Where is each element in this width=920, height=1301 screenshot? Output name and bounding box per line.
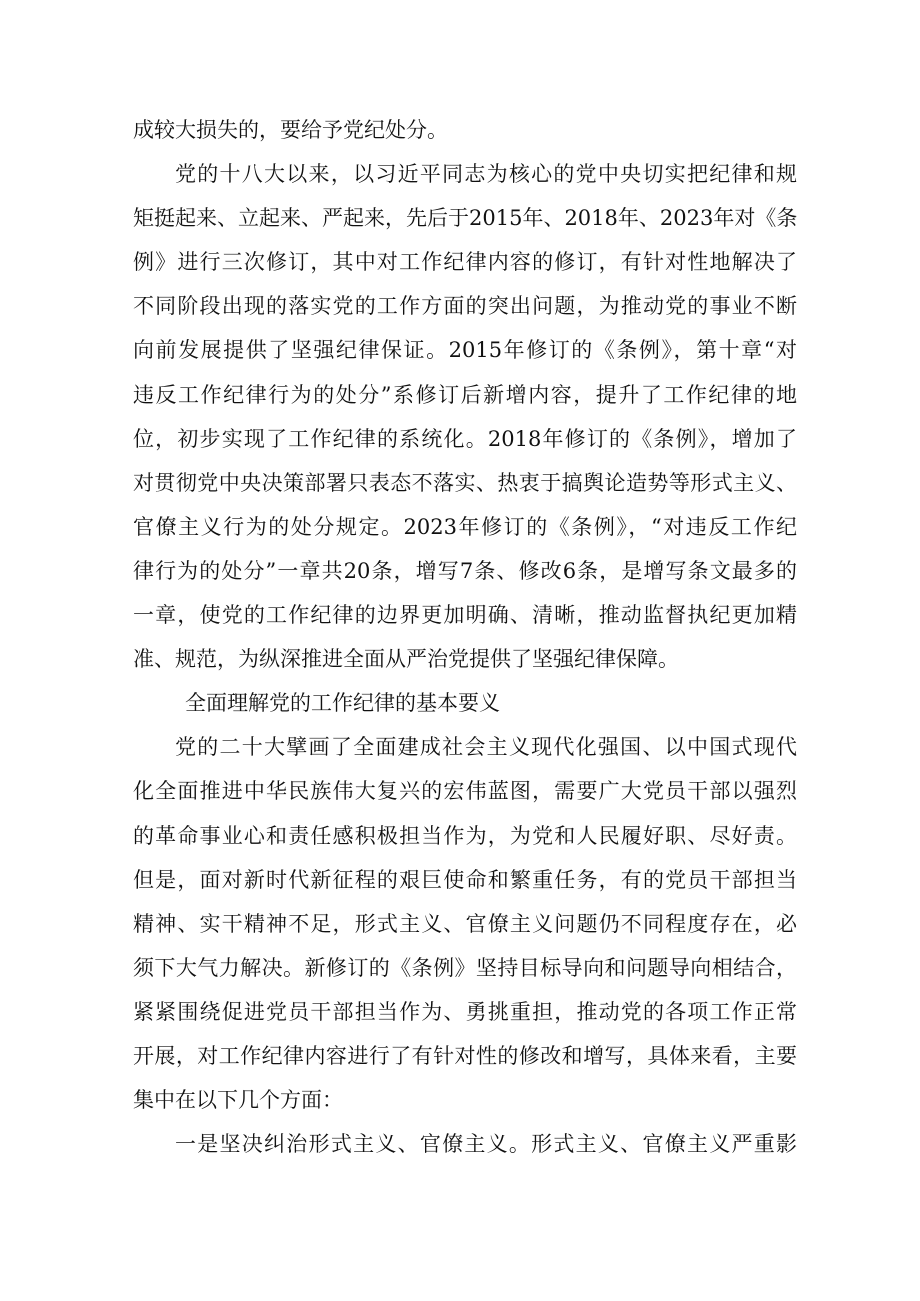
- text-line: 矩挺起来、立起来、严起来，先后于2015年、2018年、2023年对《条: [133, 206, 797, 231]
- text-line: 化全面推进中华民族伟大复兴的宏伟蓝图，需要广大党员干部以强烈: [133, 779, 797, 804]
- text-line: 党的十八大以来，以习近平同志为核心的党中央切实把纪律和规: [175, 162, 797, 187]
- text-line: 但是，面对新时代新征程的艰巨使命和繁重任务，有的党员干部担当: [133, 867, 797, 892]
- text-line: 向前发展提供了坚强纪律保证。2015年修订的《条例》，第十章“对: [133, 338, 797, 363]
- text-line: 律行为的处分”一章共20条，增写7条、修改6条，是增写条文最多的: [133, 558, 797, 583]
- text-line: 官僚主义行为的处分规定。2023年修订的《条例》，“对违反工作纪: [133, 514, 797, 539]
- text-line: 准、规范，为纵深推进全面从严治党提供了坚强纪律保障。: [133, 647, 679, 672]
- section-heading: 全面理解党的工作纪律的基本要义: [185, 691, 500, 716]
- text-line: 集中在以下几个方面：: [133, 1088, 343, 1113]
- text-line: 位，初步实现了工作纪律的系统化。2018年修订的《条例》，增加了: [133, 426, 797, 451]
- text-line: 的革命事业心和责任感积极担当作为，为党和人民履好职、尽好责。: [133, 823, 797, 848]
- text-line: 违反工作纪律行为的处分”系修订后新增内容，提升了工作纪律的地: [133, 382, 797, 407]
- text-line: 对贯彻党中央决策部署只表态不落实、热衷于搞舆论造势等形式主义、: [133, 470, 797, 495]
- document-body: [133, 108, 797, 1166]
- text-line: 一章，使党的工作纪律的边界更加明确、清晰，推动监督执纪更加精: [133, 603, 797, 628]
- text-line: 成较大损失的，要给予党纪处分。: [133, 118, 448, 142]
- text-line: 精神、实干精神不足，形式主义、官僚主义问题仍不同程度存在，必: [133, 911, 797, 936]
- text-line: 党的二十大擘画了全面建成社会主义现代化强国、以中国式现代: [175, 735, 797, 760]
- text-line: 开展，对工作纪律内容进行了有针对性的修改和增写，具体来看，主要: [133, 1043, 797, 1068]
- text-line: 一是坚决纠治形式主义、官僚主义。形式主义、官僚主义严重影: [175, 1132, 797, 1157]
- text-line: 须下大气力解决。新修订的《条例》坚持目标导向和问题导向相结合，: [133, 955, 797, 980]
- text-line: 不同阶段出现的落实党的工作方面的突出问题，为推动党的事业不断: [133, 294, 797, 319]
- text-line: 紧紧围绕促进党员干部担当作为、勇挑重担，推动党的各项工作正常: [133, 999, 797, 1024]
- text-line: 例》进行三次修订，其中对工作纪律内容的修订，有针对性地解决了: [133, 250, 797, 275]
